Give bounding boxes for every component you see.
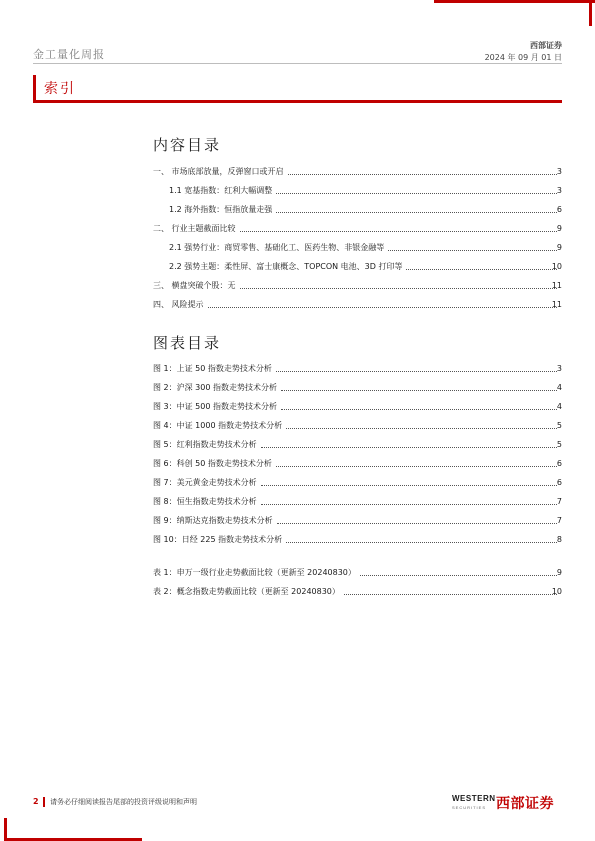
entry-label: 图 9：纳斯达克指数走势技术分析 xyxy=(153,514,275,528)
leader-dots xyxy=(406,269,557,270)
entry-label: 图 8：恒生指数走势技术分析 xyxy=(153,495,259,509)
leader-dots xyxy=(276,371,557,372)
page-number: 2 xyxy=(33,797,39,806)
entry-label: 2.1 强势行业：商贸零售、基础化工、医药生物、非银金融等 xyxy=(169,241,386,255)
brand-logo-en-sub: SECURITIES xyxy=(452,805,487,810)
figure-entry[interactable] xyxy=(0,457,595,471)
leader-dots xyxy=(286,542,557,543)
entry-page: 5 xyxy=(556,440,562,449)
entry-label: 图 3：中证 500 指数走势技术分析 xyxy=(153,400,279,414)
leader-dots xyxy=(261,485,557,486)
entry-label: 2.2 强势主题：柔性屏、富士康概念、TOPCON 电池、3D 打印等 xyxy=(169,260,404,274)
section-underline xyxy=(33,100,562,103)
leader-dots xyxy=(261,447,557,448)
entry-page: 9 xyxy=(556,224,562,233)
footer-separator xyxy=(43,797,45,807)
entry-page: 8 xyxy=(556,535,562,544)
leader-dots xyxy=(276,193,557,194)
figure-entry[interactable] xyxy=(0,476,595,490)
entry-page: 3 xyxy=(556,186,562,195)
leader-dots xyxy=(288,174,557,175)
entry-page: 10 xyxy=(551,262,562,271)
contents-entry[interactable] xyxy=(0,165,595,179)
figure-entry[interactable] xyxy=(0,400,595,414)
leader-dots xyxy=(360,575,557,576)
entry-label: 图 10：日经 225 指数走势技术分析 xyxy=(153,533,284,547)
entry-label: 图 1：上证 50 指数走势技术分析 xyxy=(153,362,274,376)
leader-dots xyxy=(240,231,557,232)
figure-entry[interactable] xyxy=(0,495,595,509)
entry-label: 1.1 宽基指数：红利大幅调整 xyxy=(169,184,274,198)
leader-dots xyxy=(277,523,557,524)
header-divider xyxy=(33,63,562,64)
entry-page: 4 xyxy=(556,383,562,392)
contents-entry[interactable] xyxy=(0,298,595,312)
entry-page: 7 xyxy=(556,497,562,506)
entry-page: 10 xyxy=(551,587,562,596)
entry-label: 图 6：科创 50 指数走势技术分析 xyxy=(153,457,274,471)
report-date: 2024 年 09 月 01 日 xyxy=(484,53,562,62)
table-entry[interactable] xyxy=(0,566,595,580)
entry-label: 图 5：红利指数走势技术分析 xyxy=(153,438,259,452)
entry-page: 9 xyxy=(556,568,562,577)
figure-entry[interactable] xyxy=(0,533,595,547)
report-series-title: 金工量化周报 xyxy=(33,48,105,61)
entry-page: 6 xyxy=(556,205,562,214)
figure-entry[interactable] xyxy=(0,438,595,452)
entry-label: 表 1：申万一级行业走势截面比较（更新至 20240830） xyxy=(153,566,358,580)
leader-dots xyxy=(286,428,557,429)
leader-dots xyxy=(281,409,557,410)
figure-entry[interactable] xyxy=(0,419,595,433)
figures-heading: 图表目录 xyxy=(153,334,222,352)
figure-entry[interactable] xyxy=(0,514,595,528)
contents-heading: 内容目录 xyxy=(153,136,222,154)
top-right-corner-line xyxy=(434,0,595,3)
entry-label: 1.2 海外指数：恒指放量走强 xyxy=(169,203,274,217)
top-right-corner-drop xyxy=(589,0,592,26)
leader-dots xyxy=(261,504,557,505)
entry-label: 图 2：沪深 300 指数走势技术分析 xyxy=(153,381,279,395)
entry-label: 一、 市场底部放量，反弹窗口或开启 xyxy=(153,165,286,179)
section-title: 索引 xyxy=(44,81,76,97)
leader-dots xyxy=(388,250,557,251)
brand-logo-en: WESTERN xyxy=(452,794,496,803)
entry-page: 9 xyxy=(556,243,562,252)
contents-entry[interactable] xyxy=(0,222,595,236)
entry-page: 5 xyxy=(556,421,562,430)
figure-entry[interactable] xyxy=(0,381,595,395)
contents-entry[interactable] xyxy=(0,184,595,198)
entry-page: 3 xyxy=(556,364,562,373)
contents-entry[interactable] xyxy=(0,203,595,217)
entry-label: 图 4：中证 1000 指数走势技术分析 xyxy=(153,419,284,433)
leader-dots xyxy=(276,466,557,467)
entry-label: 二、 行业主题截面比较 xyxy=(153,222,238,236)
leader-dots xyxy=(344,594,557,595)
leader-dots xyxy=(208,307,557,308)
leader-dots xyxy=(281,390,557,391)
header-brand: 西部证券 xyxy=(530,41,562,50)
entry-page: 6 xyxy=(556,459,562,468)
entry-page: 7 xyxy=(556,516,562,525)
entry-page: 11 xyxy=(551,300,562,309)
contents-entry[interactable] xyxy=(0,260,595,274)
entry-label: 三、 横盘突破个股：无 xyxy=(153,279,238,293)
entry-page: 11 xyxy=(551,281,562,290)
contents-entry[interactable] xyxy=(0,241,595,255)
table-entry[interactable] xyxy=(0,585,595,599)
section-marker xyxy=(33,75,36,100)
footer-disclaimer: 请务必仔细阅读报告尾部的投资评级说明和声明 xyxy=(50,798,197,806)
entry-label: 图 7：美元黄金走势技术分析 xyxy=(153,476,259,490)
leader-dots xyxy=(240,288,557,289)
entry-page: 4 xyxy=(556,402,562,411)
entry-label: 表 2：概念指数走势截面比较（更新至 20240830） xyxy=(153,585,342,599)
leader-dots xyxy=(276,212,557,213)
contents-entry[interactable] xyxy=(0,279,595,293)
entry-page: 6 xyxy=(556,478,562,487)
entry-page: 3 xyxy=(556,167,562,176)
entry-label: 四、 风险提示 xyxy=(153,298,206,312)
figure-entry[interactable] xyxy=(0,362,595,376)
brand-logo-cn: 西部证券 xyxy=(496,796,554,812)
